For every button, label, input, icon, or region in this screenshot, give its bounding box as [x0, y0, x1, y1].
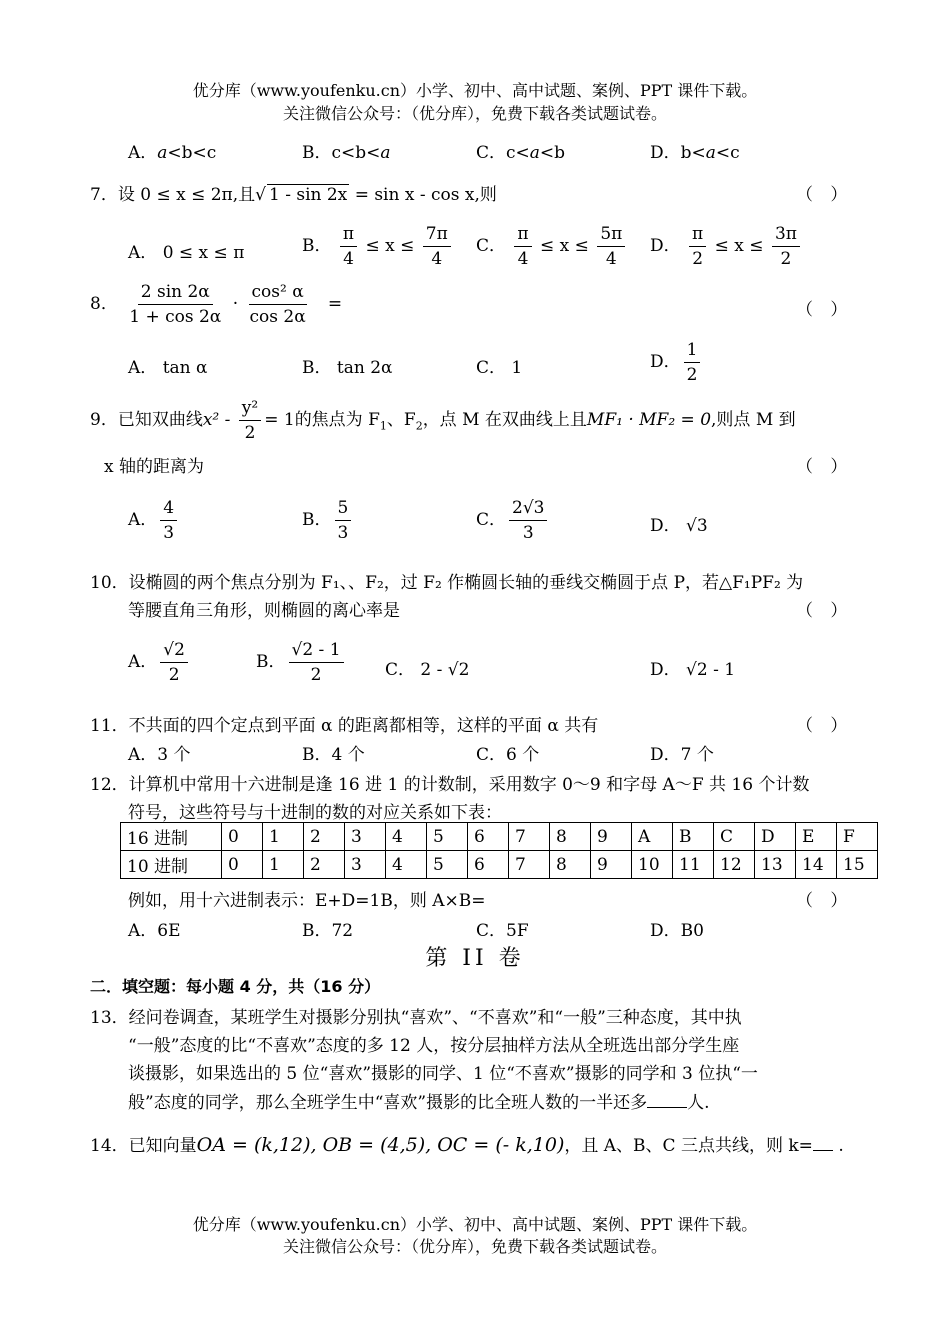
q11-option-a: A．3 个	[128, 745, 191, 765]
section-2-heading: 二．填空题：每小题 4 分，共（16 分）	[90, 977, 381, 996]
q12-stem: 12．计算机中常用十六进制是逢 16 进 1 的计数制，采用数字 0～9 和字母 A～F 共 16 个计数	[90, 775, 810, 795]
table-row	[121, 851, 878, 879]
q8-option-a: A． tan α	[128, 358, 208, 378]
table-cell: 12	[714, 851, 755, 879]
table-cell: A	[632, 823, 673, 851]
table-cell: 1	[263, 823, 304, 851]
q14-stem: 14．已知向量OA = (k,12), OB = (4,5), OC = (- k,10)，且 A、B、C 三点共线，则 k= .	[90, 1134, 844, 1156]
q6-option-a: A．a<b<c	[128, 143, 217, 163]
q8-option-d: D． $\frac{1}{2}$	[650, 340, 703, 385]
footer-line-2: 关注微信公众号：（优分库），免费下载各类试题试卷。	[282, 1237, 667, 1256]
q10-option-c: C． 2 - √2	[385, 660, 470, 680]
table-cell: 6	[468, 823, 509, 851]
header-line-2: 关注微信公众号：（优分库），免费下载各类试题试卷。	[282, 104, 667, 123]
table-cell: 9	[591, 823, 632, 851]
table-cell: 3	[345, 823, 386, 851]
q13-line-2: “一般”态度的比“不喜欢”态度的多 12 人，按分层抽样方法从全班选出部分学生座	[128, 1036, 740, 1056]
table-cell: 2	[304, 823, 345, 851]
q8-stem: 8． $\frac{2 \sin 2\alpha}{1 + \cos 2\alpha}$ · $\frac{\text{cos² α}}{\cos 2\alpha}$ =	[90, 282, 343, 327]
q6-option-b: B．c<b<a	[302, 143, 391, 163]
q9-option-d: D． √3	[650, 516, 708, 536]
table-cell: 6	[468, 851, 509, 879]
table-cell: 13	[755, 851, 796, 879]
q8-answer-paren: （ ）	[796, 300, 854, 320]
table-cell: 4	[386, 851, 427, 879]
q11-option-d: D．7 个	[650, 745, 714, 765]
q7-option-c: C． $\frac{\pi}{4}$ ≤ x ≤ $\frac{5\pi}{4}$	[476, 224, 628, 269]
q12-option-d: D．B0	[650, 921, 704, 941]
table-row	[121, 823, 878, 851]
table-cell: D	[755, 823, 796, 851]
q11-stem: 11．不共面的四个定点到平面 α 的距离都相等，这样的平面 α 共有	[90, 716, 599, 736]
answer-blank[interactable]	[647, 1107, 687, 1108]
q13-stem: 13．经问卷调查，某班学生对摄影分别执“喜欢”、“不喜欢”和“一般”三种态度，其中执	[90, 1008, 742, 1028]
q12-option-b: B．72	[302, 921, 354, 941]
table-cell: 11	[673, 851, 714, 879]
hex-decimal-table	[120, 822, 878, 879]
table-cell: 1	[263, 851, 304, 879]
q12-stem-line-2: 符号，这些符号与十进制的数的对应关系如下表：	[128, 803, 502, 823]
table-cell: C	[714, 823, 755, 851]
answer-blank[interactable]	[813, 1150, 833, 1151]
footer-line-1: 优分库（www.youfenku.cn）小学、初中、高中试题、案例、PPT 课件下载。	[192, 1215, 758, 1234]
q9-answer-paren: （ ）	[796, 457, 854, 477]
table-cell: 2	[304, 851, 345, 879]
q7-option-a: A． 0 ≤ x ≤ π	[128, 243, 245, 263]
table-cell: 7	[509, 851, 550, 879]
table-cell: 7	[509, 823, 550, 851]
table-cell: B	[673, 823, 714, 851]
q8-option-c: C． 1	[476, 358, 523, 378]
q12-option-c: C．5F	[476, 921, 529, 941]
q10-option-a: A． $\frac{√2}{2}$	[128, 640, 191, 685]
table-cell: 9	[591, 851, 632, 879]
q13-line-3: 谈摄影，如果选出的 5 位“喜欢”摄影的同学、1 位“不喜欢”摄影的同学和 3 位执“一	[128, 1064, 758, 1084]
table-header-cell: 10 进制	[121, 851, 222, 879]
table-cell: E	[796, 823, 837, 851]
q9-option-b: B． $\frac{5}{3}$	[302, 498, 354, 543]
q12-option-a: A．6E	[128, 921, 181, 941]
q12-answer-paren: （ ）	[796, 891, 854, 911]
q10-option-d: D． √2 - 1	[650, 660, 736, 680]
q12-example: 例如，用十六进制表示：E+D=1B，则 A×B=	[128, 891, 486, 911]
table-header-cell: 16 进制	[121, 823, 222, 851]
table-cell: 0	[222, 823, 263, 851]
q11-option-c: C．6 个	[476, 745, 540, 765]
q11-answer-paren: （ ）	[796, 716, 854, 736]
table-cell: 0	[222, 851, 263, 879]
table-cell: 3	[345, 851, 386, 879]
q6-option-d: D．b<a<c	[650, 143, 740, 163]
table-cell: F	[837, 823, 878, 851]
table-cell: 10	[632, 851, 673, 879]
table-cell: 8	[550, 823, 591, 851]
table-cell: 8	[550, 851, 591, 879]
q7-option-d: D． $\frac{\pi}{2}$ ≤ x ≤ $\frac{3\pi}{2}$	[650, 224, 803, 269]
table-cell: 15	[837, 851, 878, 879]
q9-option-c: C． $\frac{2√3}{3}$	[476, 498, 550, 543]
q10-option-b: B． $\frac{√2 - 1}{2}$	[256, 640, 347, 685]
table-cell: 14	[796, 851, 837, 879]
q10-answer-paren: （ ）	[796, 601, 854, 621]
q10-stem: 10．设椭圆的两个焦点分别为 F₁、、F₂，过 F₂ 作椭圆长轴的垂线交椭圆于点 P，若△F₁PF₂ 为	[90, 573, 804, 593]
part-2-title: 第 II 卷	[425, 946, 525, 971]
header-line-1: 优分库（www.youfenku.cn）小学、初中、高中试题、案例、PPT 课件下载。	[192, 81, 758, 100]
q7-option-b: B． $\frac{\pi}{4}$ ≤ x ≤ $\frac{7\pi}{4}$	[302, 224, 454, 269]
q13-line-4: 般”态度的同学，那么全班学生中“喜欢”摄影的比全班人数的一半还多 人.	[128, 1093, 710, 1113]
q8-option-b: B． tan 2α	[302, 358, 393, 378]
q6-option-c: C．c<a<b	[476, 143, 566, 163]
q11-option-b: B．4 个	[302, 745, 365, 765]
table-cell: 5	[427, 851, 468, 879]
table-cell: 4	[386, 823, 427, 851]
table-cell: 5	[427, 823, 468, 851]
q9-stem: 9．已知双曲线x² - $\frac{\text{y²}}{2}$ = 1的焦点为 $F_1$、$F_2$，点 M 在双曲线上且MF₁ · MF₂ = 0,则点 M 到	[90, 398, 796, 443]
q10-stem-line-2: 等腰直角三角形，则椭圆的离心率是	[128, 601, 400, 621]
q7-answer-paren: （ ）	[796, 185, 854, 205]
q9-option-a: A． $\frac{4}{3}$	[128, 498, 180, 543]
q7-stem: 7．设 0 ≤ x ≤ 2π,且√ 1 - sin 2x = sin x - cos x,则	[90, 185, 497, 205]
q9-stem-line-2: x 轴的距离为	[104, 457, 204, 477]
